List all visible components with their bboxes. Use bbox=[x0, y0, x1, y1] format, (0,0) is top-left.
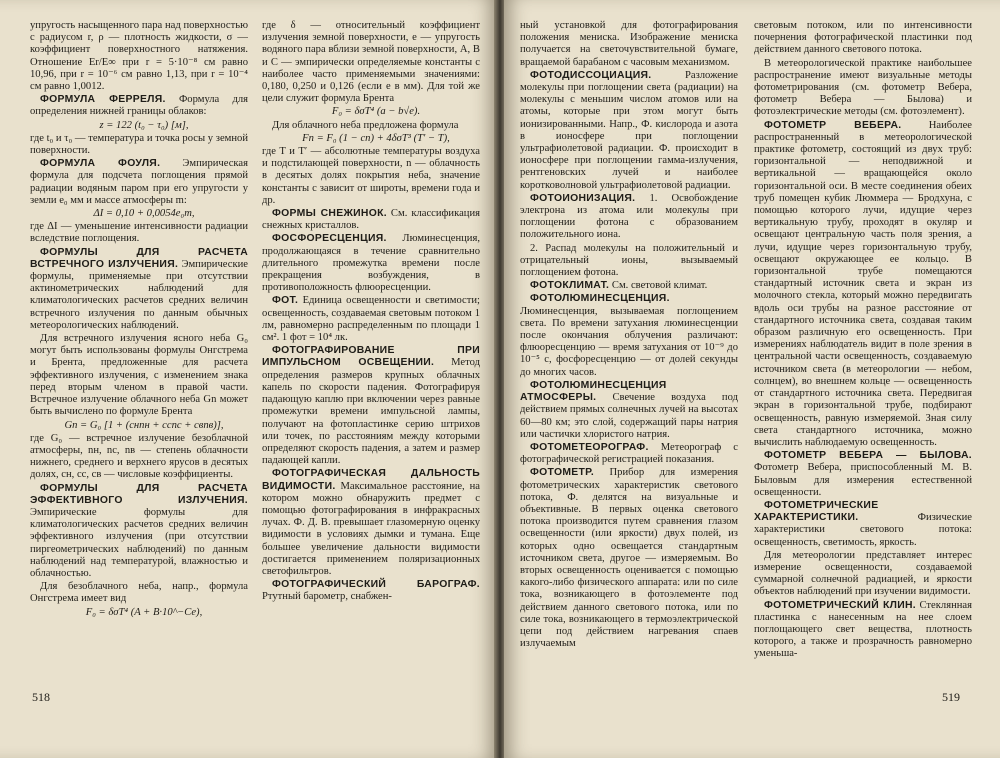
entry-definition: Свечение воздуха под действием прямых солнечных лучей на высотах 60—80 км; это слой, содержащий пары натрия или частички хлористого натрия. bbox=[520, 392, 738, 440]
entry-definition: Эмпирические формулы, применяемые при отсутствии актинометрических наблюдений для климатологических расчетов средних величин встречного излучения по данным обычных метеорологических наблюдений. bbox=[30, 258, 248, 331]
right-column-2 bbox=[754, 20, 972, 662]
entry-definition: См. классификация снежных кристаллов. bbox=[262, 208, 480, 232]
dictionary-entry bbox=[30, 483, 248, 581]
entry-definition: Люминесценция, продолжающаяся в течение сравнительно длительного промежутка времени после прекращения возбуждения, в противоположность флюоресценции. bbox=[262, 233, 480, 294]
entry-definition: Максимальное расстояние, на котором можно обнаружить предмет с помощью фотографирования в инфракрасных лучах. Ф. Д. В. превышает глазомерную оценку видимости в условиях дымки и тумана. Еще большее увеличение дальности видимости достигается применением поляризационных светофильтров. bbox=[262, 480, 480, 577]
formula: Gn = G₀ [1 + (cнnн + cсnс + cвnв)], bbox=[64, 419, 224, 431]
dictionary-entry bbox=[30, 247, 248, 332]
body-paragraph: Для метеорологии представляет интерес измерение освещенности, создаваемой суммарной солнечной радиацией, и яркости объектов наблюдений при изучении видимости. bbox=[754, 549, 972, 598]
entry-definition: Физические характеристики светового потока: освещенность, светимость, яркость. bbox=[754, 512, 972, 548]
body-paragraph: где δ — относительный коэффициент излучения земной поверхности, e — упругость водяного пара вблизи земной поверхности, A, B и C — эмпирически определяемые константы с наиболее часто применяемыми значениями: 0,180, 0,250 и 0,126 (если e в мм). Для той же цели служит формула Брента bbox=[262, 20, 480, 105]
entry-headword: ФОТОЛЮМИНЕСЦЕНЦИЯ АТМОСФЕРЫ. bbox=[520, 379, 667, 404]
body-paragraph: где G₀ — встречное излучение безоблачной атмосферы, nн, nс, nв — степень облачности нижнего, среднего и верхнего ярусов в десятых долях, cн, cс, cв — числовые коэффициенты. bbox=[30, 432, 248, 481]
entry-headword: ФОТОМЕТР ВЕБЕРА — БЫЛОВА. bbox=[764, 450, 972, 462]
formula: z = 122 (t₀ − τ₀) [м], bbox=[99, 119, 189, 131]
entry-definition: Метод определения размеров крупных облачных капель по скорости падения. Фотографируя падающую каплю при включении через равные промежутки времени импульсной лампы, получают на фотопластинке серию штрихов или точек, по расстояниям между которыми определяют скорость падения, а затем и размер падающей капли. bbox=[262, 357, 480, 467]
body-paragraph: где ΔI — уменьшение интенсивности радиации вследствие поглощения. bbox=[30, 221, 248, 245]
entry-definition: Эмпирическая формула для подсчета поглощения прямой радиации водяным паром при его упругости у земли e₀ мм и массе атмосферы m: bbox=[30, 158, 248, 206]
entry-headword: ФОРМЫ СНЕЖИНОК. bbox=[272, 208, 387, 220]
formula: F₀ = δσT⁴ (a − b√e). bbox=[331, 106, 421, 118]
dictionary-entry bbox=[30, 94, 248, 118]
entry-definition: Прибор для измерения фотометрических характеристик светового потока, Ф. делятся на визуальные и объективные. В первых оценка светового потока производится путем сравнения глазом освещенности (или яркости) двух полей, из которых одно освещается стандартным источником света, другое — измеряемым. Во вторых освещенность оценивается с помощью какого-либо физического аппарата: или по силе тока, возникающего в фотоэлементе под действием данного светового потока, или по силе тока, возникающего в термоэлектрической цепи под действием нагревания спаев излучаемым bbox=[520, 467, 738, 650]
dictionary-entry bbox=[30, 158, 248, 207]
entry-headword: ФОТОГРАФИЧЕСКИЙ БАРОГРАФ. bbox=[272, 579, 480, 591]
dictionary-entry bbox=[520, 380, 738, 441]
body-paragraph: где T и T′ — абсолютные температуры воздуха и подстилающей поверхности, n — облачность в десятых долях покрытия неба, значение константы c зависит от широты, времени года и др. bbox=[262, 146, 480, 206]
entry-definition: Разложение молекулы при поглощении света (радиации) на молекулы с меньшим числом атомов или на атомы, которые при этом могут быть ионизированными. Напр., Ф. кислорода и азота в ионосфере при поглощении ультрафиолетовой радиации. Ф. происходит в ионосфере при поглощении гамма-излучения, рентгеновских лучей и наиболее коротковолновой ультрафиолетовой радиации. bbox=[520, 69, 738, 191]
entry-definition: Стеклянная пластинка с нанесенным на нее слоем поглощающего свет вещества, плотность которого, а также и прозрачность равномерно уменьша- bbox=[754, 599, 972, 660]
dictionary-entry bbox=[262, 579, 480, 603]
left-column-1 bbox=[30, 20, 248, 620]
dictionary-entry bbox=[520, 442, 738, 466]
entry-definition: Метеорограф с фотографической регистрацией показания. bbox=[520, 441, 738, 466]
dictionary-entry bbox=[262, 208, 480, 232]
entry-definition: Ртутный барометр, снабжен- bbox=[262, 591, 392, 603]
body-paragraph: Для облачного неба предложена формула bbox=[272, 119, 459, 131]
body-paragraph: упругость насыщенного пара над поверхностью с радиусом r, ρ — плотность жидкости, σ — коэффициент поверхностного натяжения. Отношение Er/E∞ при r = 5·10⁻⁸ см равно 10,96, при r = 10⁻⁶ см равно 1,13, при r = 10⁻⁴ см равно 1,0012. bbox=[30, 20, 248, 93]
dictionary-entry bbox=[520, 293, 738, 378]
entry-headword: ФОТОМЕТЕОРОГРАФ. bbox=[530, 441, 649, 453]
body-paragraph: Для встречного излучения ясного неба G₀ могут быть использованы формулы Онгстрема и Брента, предложенные для расчета эффективного излучения, с изменением знака перед вторым членом в правой части. Встречное излучение облачного неба Gn может быть вычислено по формуле Брента bbox=[30, 333, 248, 418]
dictionary-entry bbox=[520, 280, 738, 292]
entry-headword: ФОТОИОНИЗАЦИЯ. bbox=[530, 192, 636, 204]
entry-headword: ФОРМУЛА ФЕРРЕЛЯ. bbox=[40, 94, 166, 106]
entry-definition: Люминесценция, вызываемая поглощением света. По времени затухания люминесценции после окончания облучения различают: флюоресценцию — время затухания от 10⁻⁹ до 10⁻⁵ с, фосфоресценцию — от долей секунды до многих часов. bbox=[520, 305, 738, 378]
body-paragraph: ный установкой для фотографирования положения мениска. Изображение мениска получается на светочувствительной бумаге, вращаемой барабаном с часовым механизмом. bbox=[520, 20, 738, 68]
entry-headword: ФОТОМЕТРИЧЕСКИЕ ХАРАКТЕРИСТИКИ. bbox=[754, 499, 879, 524]
body-paragraph: 2. Распад молекулы на положительный и отрицательный ионы, вызываемый поглощением фотона. bbox=[520, 242, 738, 279]
entry-headword: ФОТОГРАФИЧЕСКАЯ ДАЛЬНОСТЬ ВИДИМОСТИ. bbox=[262, 468, 480, 492]
entry-definition: Эмпирические формулы для климатологических расчетов средних величин эффективного излучения (при отсутствии пиргеометрических наблюдений) по данным наблюдений над температурой, влажностью и облачностью. bbox=[30, 506, 248, 579]
entry-definition: Единица освещенности и светимости; освещенность, создаваемая световым потоком 1 лм, равномерно распределенным по площади 1 см². 1 фот = 10⁴ лк. bbox=[262, 295, 480, 344]
entry-definition: 1. Освобождение электрона из атома или молекулы при поглощении фотона с образованием положительного иона. bbox=[520, 192, 738, 241]
dictionary-entry bbox=[754, 120, 972, 449]
entry-headword: ФОРМУЛЫ ДЛЯ РАСЧЕТА ЭФФЕКТИВНОГО ИЗЛУЧЕНИЯ. bbox=[30, 482, 248, 506]
entry-headword: ФОРМУЛА ФОУЛЯ. bbox=[40, 158, 161, 170]
dictionary-entry bbox=[262, 233, 480, 294]
dictionary-entry bbox=[754, 600, 972, 661]
formula: ΔI = 0,10 + 0,0054e₀m, bbox=[93, 208, 195, 220]
dictionary-entry bbox=[520, 467, 738, 650]
entry-headword: ФОТОКЛИМАТ. bbox=[530, 280, 610, 292]
formula: Fn = F₀ (1 − cn) + 4δσT³ (T′ − T), bbox=[302, 132, 450, 144]
right-page bbox=[504, 0, 1000, 758]
body-paragraph: световым потоком, или по интенсивности почернения фотографической пластинки под действием данного светового потока. bbox=[754, 20, 972, 56]
entry-headword: ФОТОМЕТР ВЕБЕРА. bbox=[764, 119, 902, 131]
dictionary-entry bbox=[262, 468, 480, 578]
entry-headword: ФОТОМЕТР. bbox=[530, 467, 595, 479]
entry-headword: ФОТОДИССОЦИАЦИЯ. bbox=[530, 69, 652, 81]
body-paragraph: В метеорологической практике наибольшее распространение имеют визуальные методы фотометрирования (см. фотометр Вебера, фотометр Вебера — Былова) и фотоэлектрические методы (см. фотоэлемент). bbox=[754, 57, 972, 118]
entry-headword: ФОРМУЛЫ ДЛЯ РАСЧЕТА ВСТРЕЧНОГО ИЗЛУЧЕНИЯ. bbox=[30, 246, 248, 270]
dictionary-entry bbox=[520, 70, 738, 192]
dictionary-entry bbox=[754, 500, 972, 549]
page-number-left: 518 bbox=[32, 690, 50, 704]
dictionary-entry bbox=[520, 193, 738, 242]
entry-definition: Фотометр Вебера, приспособленный М. В. Быловым для измерения естественной освещенности. bbox=[754, 462, 972, 498]
entry-headword: ФОТ. bbox=[272, 295, 299, 307]
entry-definition: Формула для определения нижней границы облаков: bbox=[30, 94, 248, 118]
dictionary-entry bbox=[262, 345, 480, 467]
entry-definition: Наиболее распространенный в метеорологической практике фотометр, состоящий из двух труб: горизонтальной — неподвижной и вертикальной — вращающейся около горизонтальной оси. В месте соединения обеих труб помещен кубик Люммера — Бродхуна, с помощью которого лучи, идущие через вертикальную трубу, проходят в окуляр и освещают центральную часть поля зрения, а лучи, идущие через горизонтальную трубу, освещают окружающее ее кольцо. В горизонтальной трубе помещаются стандартный источник света и экран из молочного стекла, который можно передвигать вдоль оси трубы на разное расстояние от стандартного источника света, создавая таким образом различную его освещенность. При измерениях наблюдатель видит в поле зрения в центральной части освещенность, создаваемую источником света (в метеорологии — небом, солнцем), во внешнем кольце — освещенность от стандартного источника света. Передвигая экран в горизонтальной трубе, подбирают освещенность, равную измеряемой. Зная силу света стандартного источника, можно вычислить наблюдаемую освещенность. bbox=[754, 119, 972, 448]
body-paragraph: где t₀ и τ₀ — температура и точка росы у земной поверхности. bbox=[30, 132, 248, 157]
dictionary-entry bbox=[262, 295, 480, 344]
entry-headword: ФОСФОРЕСЦЕНЦИЯ. bbox=[272, 233, 387, 245]
page-number-right: 519 bbox=[942, 690, 960, 704]
formula: F₀ = δσT⁴ (A + B·10^−Ce), bbox=[85, 606, 203, 618]
left-column-2 bbox=[262, 20, 480, 605]
left-page bbox=[0, 0, 496, 758]
dictionary-entry bbox=[754, 450, 972, 499]
right-column-1 bbox=[520, 20, 738, 651]
entry-headword: ФОТОЛЮМИНЕСЦЕНЦИЯ. bbox=[530, 293, 670, 305]
entry-headword: ФОТОМЕТРИЧЕСКИЙ КЛИН. bbox=[764, 599, 916, 611]
entry-headword: ФОТОГРАФИРОВАНИЕ ПРИ ИМПУЛЬСНОМ ОСВЕЩЕНИИ. bbox=[262, 345, 480, 369]
body-paragraph: Для безоблачного неба, напр., формула Онгстрема имеет вид bbox=[30, 581, 248, 605]
entry-definition: См. световой климат. bbox=[611, 280, 708, 292]
